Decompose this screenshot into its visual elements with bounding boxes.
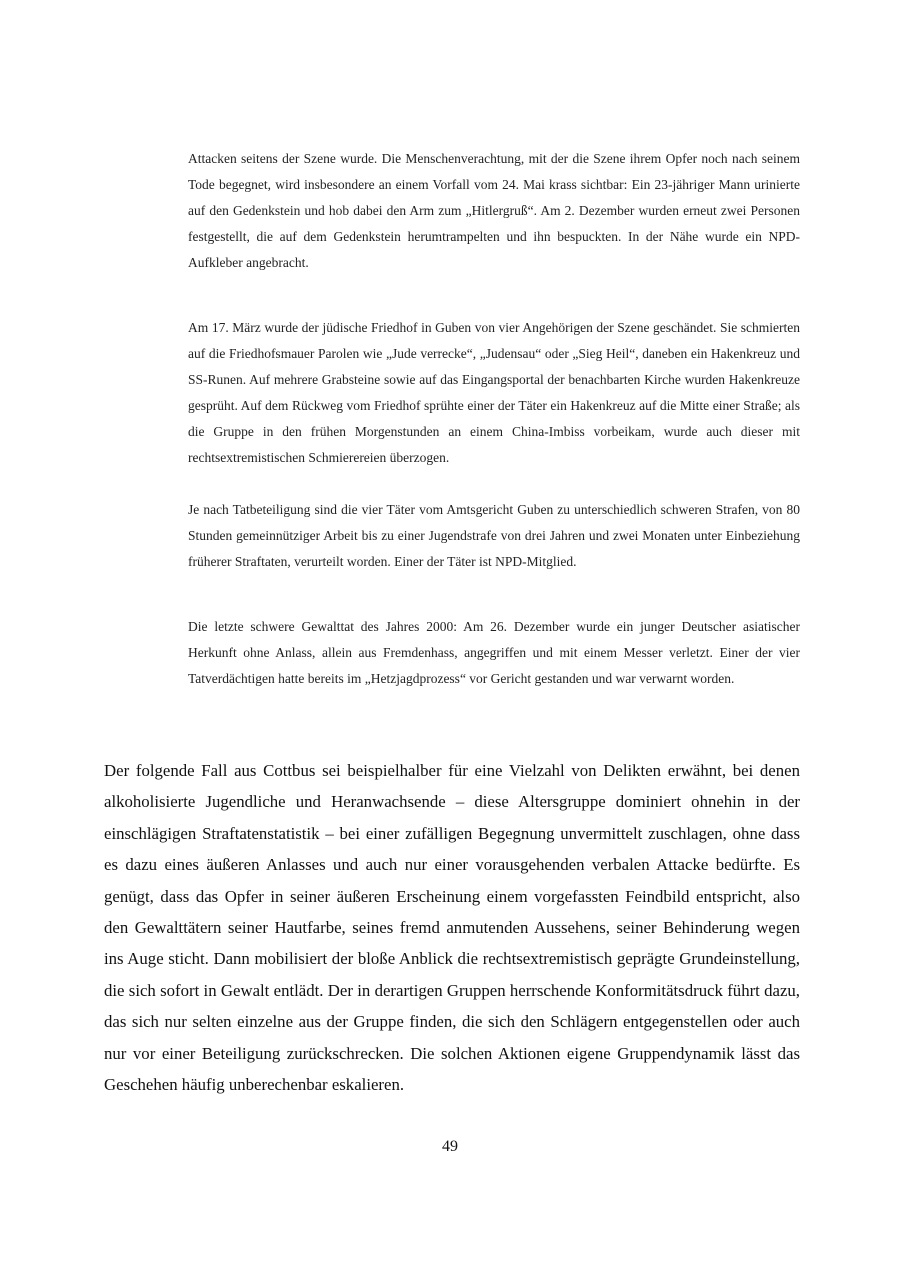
quote-paragraph-4: Die letzte schwere Gewalttat des Jahres 2000: Am 26. Dezember wurde ein junger Deutscher asiatischer Herkunft ohne Anlass, allein aus Fremdenhass, angegriffen und mit einem Messer verletzt. Einer der vier Tatverdächtigen hatte bereits im „Hetzjagdprozess“ vor Gericht gestanden und war verwarnt worden. bbox=[188, 619, 800, 686]
quote-paragraph-3: Je nach Tatbeteiligung sind die vier Täter vom Amtsgericht Guben zu unterschiedlich schweren Strafen, von 80 Stunden gemeinnütziger Arbeit bis zu einer Jugendstrafe von drei Jahren und zwei Monaten unter Einbeziehung früherer Straftaten, verurteilt worden. Einer der Täter ist NPD-Mitglied. bbox=[188, 502, 800, 569]
page-number: 49 bbox=[442, 1138, 458, 1155]
quote-paragraph-2: Am 17. März wurde der jüdische Friedhof in Guben von vier Angehörigen der Szene geschändet. Sie schmierten auf die Friedhofsmauer Parolen wie „Jude verrecke“, „Judensau“ oder „Sieg Heil“, daneben ein Hakenkreuz und SS-Runen. Auf mehrere Grabsteine sowie auf das Eingangsportal der benachbarten Kirche wurden Hakenkreuze gesprüht. Auf dem Rückweg vom Friedhof sprühte einer der Täter ein Hakenkreuz auf die Mitte einer Straße; als die Gruppe in den frühen Morgenstunden an einem China-Imbiss vorbeikam, wurde auch dieser mit rechtsextremistischen Schmierereien überzogen. bbox=[188, 320, 800, 465]
body-paragraph: Der folgende Fall aus Cottbus sei beispielhalber für eine Vielzahl von Delikten erwähnt, bei denen alkoholisierte Jugendliche und Heranwachsende – diese Altersgruppe dominiert ohnehin in der einschlägigen Straftatenstatistik – bei einer zufälligen Begegnung unvermittelt zuschlagen, ohne dass es dazu eines äußeren Anlasses und auch nur einer vorausgehenden verbalen Attacke bedürfte. Es genügt, dass das Opfer in seiner äußeren Erscheinung einem vorgefassten Feindbild entspricht, also den Gewalttätern seiner Hautfarbe, seines fremd anmutenden Aussehens, seiner Behinderung wegen ins Auge sticht. Dann mobilisiert der bloße Anblick die rechtsextremistisch geprägte Grundeinstellung, die sich sofort in Gewalt entlädt. Der in derartigen Gruppen herrschende Konformitätsdruck führt dazu, das sich nur selten einzelne aus der Gruppe finden, die sich den Schlägern entgegenstellen oder auch nur vor einer Beteiligung zurückschrecken. Die solchen Aktionen eigene Gruppendynamik lässt das Geschehen häufig unberechenbar eskalieren. bbox=[104, 761, 800, 1095]
quote-paragraph-1: Attacken seitens der Szene wurde. Die Menschenverachtung, mit der die Szene ihrem Opfer noch nach seinem Tode begegnet, wird insbesondere an einem Vorfall vom 24. Mai krass sichtbar: Ein 23-jähriger Mann urinierte auf den Gedenkstein und hob dabei den Arm zum „Hitlergruß“. Am 2. Dezember wurden erneut zwei Personen festgestellt, die auf dem Gedenkstein herumtrampelten und ihn bespuckten. In der Nähe wurde ein NPD-Aufkleber angebracht. bbox=[188, 151, 800, 270]
